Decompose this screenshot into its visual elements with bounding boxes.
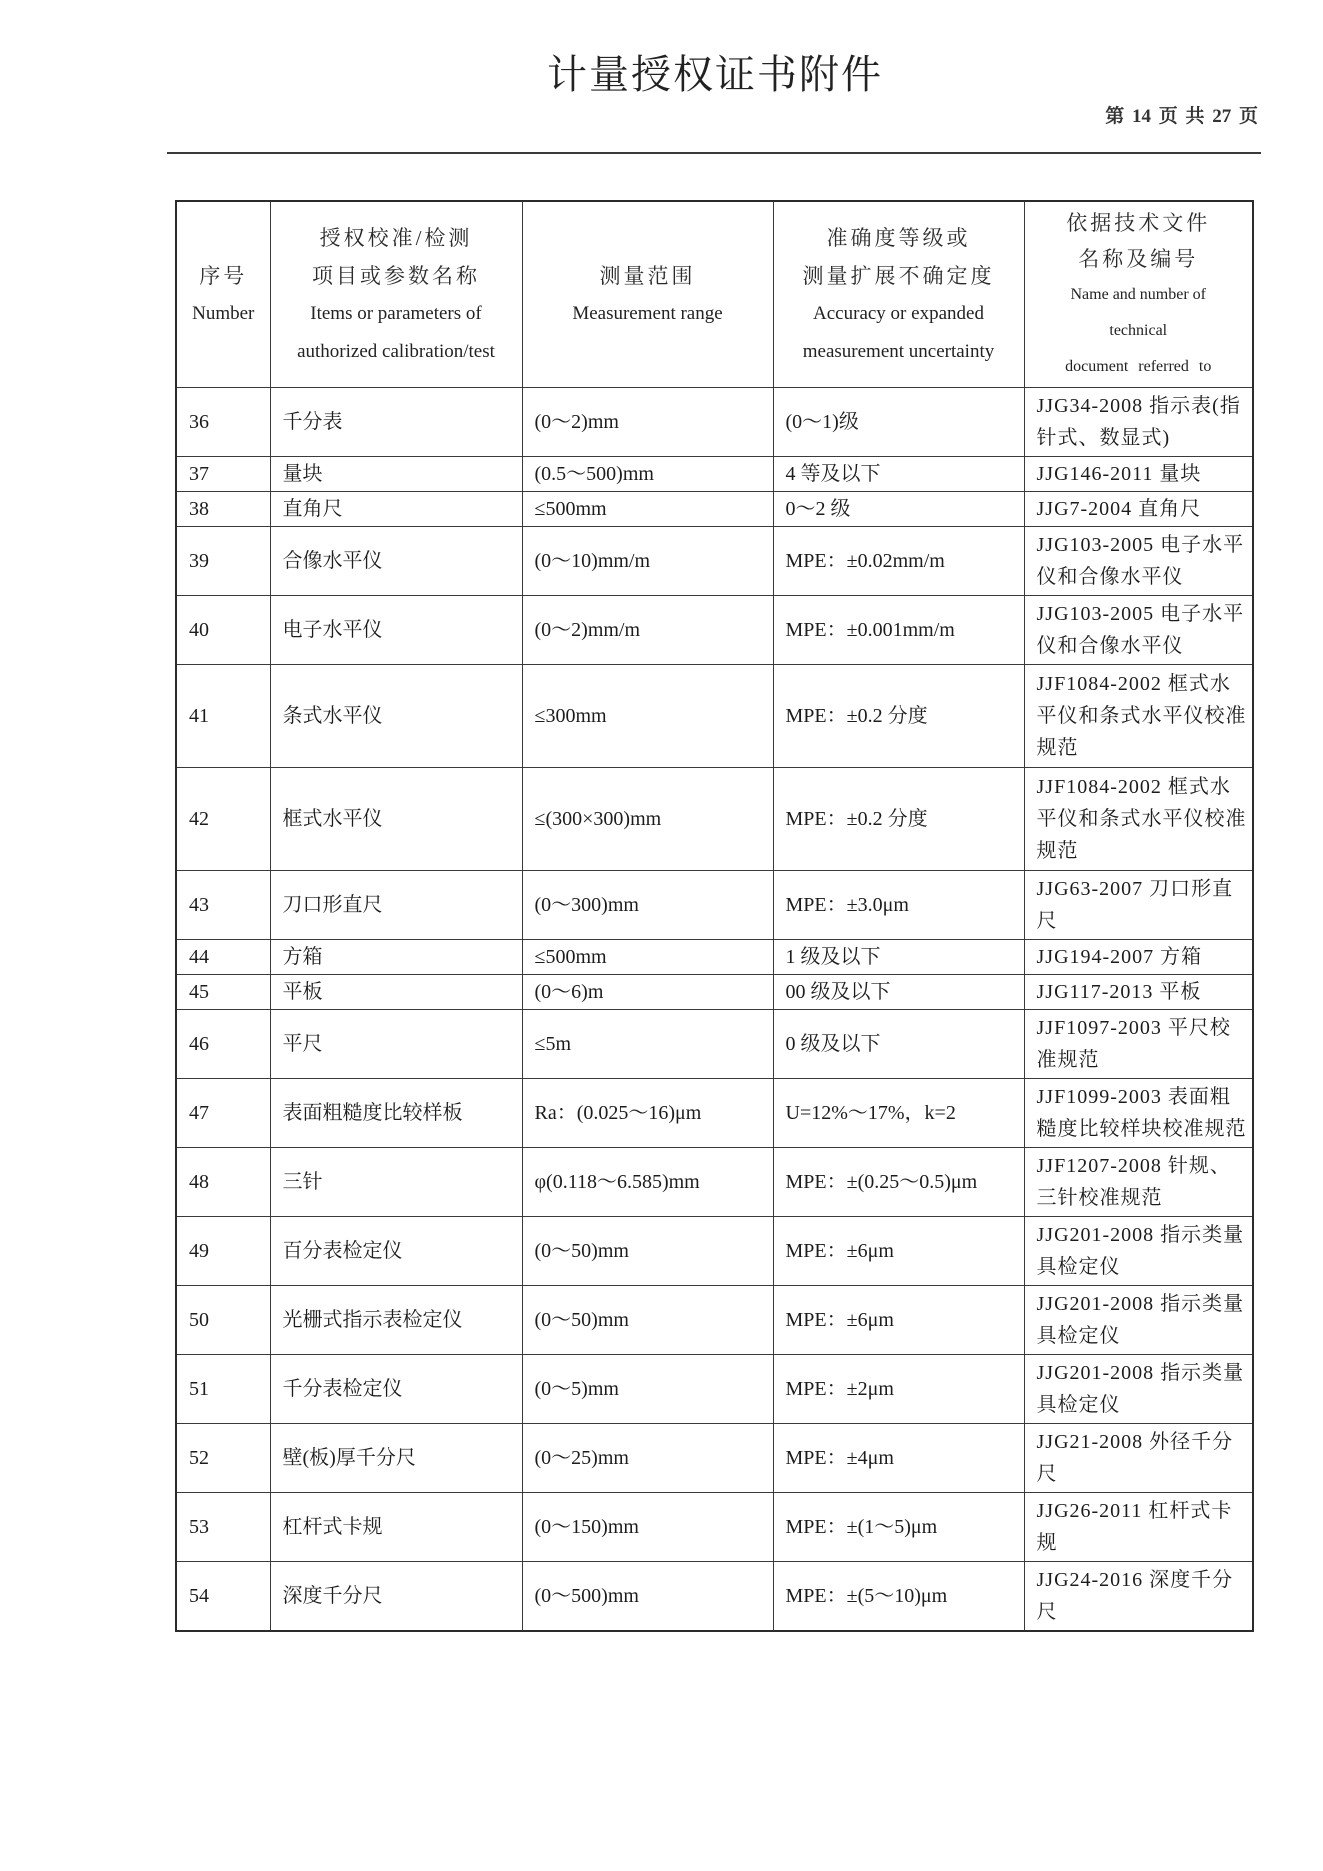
reference-document-cell: JJG201-2008 指示类量具检定仪 [1024,1217,1253,1286]
header-accuracy-zh-line2: 测量扩展不确定度 [802,263,995,288]
row-number-cell: 50 [176,1286,270,1355]
header-document [1024,201,1253,388]
header-accuracy-en-line1: Accuracy or expanded [813,302,984,324]
accuracy-cell: 0～2 级 [773,492,1024,527]
table-row [176,940,1253,975]
header-number-zh: 序号 [199,263,248,288]
header-item-en-line1: Items or parameters of [310,302,482,324]
table-row [176,388,1253,457]
header-document-zh-line2: 名称及编号 [1078,246,1199,271]
measurement-range-cell: φ(0.118～6.585)mm [522,1148,773,1217]
item-name-cell: 直角尺 [270,492,522,527]
page-title: 计量授权证书附件 [547,52,883,97]
accuracy-cell: MPE：±(1～5)μm [773,1493,1024,1562]
table-body [176,388,1253,1631]
accuracy-cell: MPE：±3.0μm [773,871,1024,940]
accuracy-cell: MPE：±0.2 分度 [773,665,1024,768]
measurement-range-cell: (0～2)mm/m [522,596,773,665]
measurement-range-cell: (0～50)mm [522,1217,773,1286]
header-range [522,201,773,388]
row-number-cell: 39 [176,527,270,596]
measurement-range-cell: ≤500mm [522,940,773,975]
reference-document-cell: JJF1084-2002 框式水平仪和条式水平仪校准规范 [1024,768,1253,871]
item-name-cell: 量块 [270,457,522,492]
header-range-en: Measurement range [572,302,723,324]
measurement-range-cell: (0～6)m [522,975,773,1010]
item-name-cell: 千分表检定仪 [270,1355,522,1424]
page-number: 第 14 页 共 27 页 [1105,106,1258,127]
table-row [176,1010,1253,1079]
row-number-cell: 49 [176,1217,270,1286]
reference-document-cell: JJF1097-2003 平尺校准规范 [1024,1010,1253,1079]
measurement-range-cell: ≤300mm [522,665,773,768]
row-number-cell: 52 [176,1424,270,1493]
item-name-cell: 三针 [270,1148,522,1217]
measurement-range-cell: ≤500mm [522,492,773,527]
item-name-cell: 杠杆式卡规 [270,1493,522,1562]
header-number [176,201,270,388]
table-row [176,665,1253,768]
accuracy-cell: MPE：±6μm [773,1286,1024,1355]
item-name-cell: 深度千分尺 [270,1562,522,1631]
table-row [176,1493,1253,1562]
reference-document-cell: JJG201-2008 指示类量具检定仪 [1024,1286,1253,1355]
item-name-cell: 方箱 [270,940,522,975]
item-name-cell: 电子水平仪 [270,596,522,665]
row-number-cell: 44 [176,940,270,975]
measurement-range-cell: (0～50)mm [522,1286,773,1355]
measurement-range-cell: (0～500)mm [522,1562,773,1631]
row-number-cell: 38 [176,492,270,527]
table-row [176,1355,1253,1424]
accuracy-cell: MPE：±4μm [773,1424,1024,1493]
header-item-zh-line2: 项目或参数名称 [312,263,480,288]
table-row [176,1562,1253,1631]
table-row [176,1148,1253,1217]
header-item-en-line2: authorized calibration/test [297,340,495,362]
row-number-cell: 47 [176,1079,270,1148]
accuracy-cell: MPE：±0.001mm/m [773,596,1024,665]
authorization-items-table [175,200,1254,1632]
reference-document-cell: JJF1099-2003 表面粗糙度比较样块校准规范 [1024,1079,1253,1148]
reference-document-cell: JJG26-2011 杠杆式卡规 [1024,1493,1253,1562]
row-number-cell: 51 [176,1355,270,1424]
row-number-cell: 37 [176,457,270,492]
measurement-range-cell: ≤5m [522,1010,773,1079]
measurement-range-cell: (0.5～500)mm [522,457,773,492]
item-name-cell: 壁(板)厚千分尺 [270,1424,522,1493]
item-name-cell: 条式水平仪 [270,665,522,768]
reference-document-cell: JJG24-2016 深度千分尺 [1024,1562,1253,1631]
header-document-en-line1: Name and number of [1070,285,1206,303]
table-row [176,527,1253,596]
header-range-zh: 测量范围 [599,263,696,288]
item-name-cell: 表面粗糙度比较样板 [270,1079,522,1148]
table-row [176,1286,1253,1355]
item-name-cell: 刀口形直尺 [270,871,522,940]
accuracy-cell: MPE：±0.02mm/m [773,527,1024,596]
table-row [176,1424,1253,1493]
table-header-row [176,201,1253,388]
table-row [176,768,1253,871]
table-row [176,975,1253,1010]
reference-document-cell: JJG194-2007 方箱 [1024,940,1253,975]
table-row [176,492,1253,527]
accuracy-cell: MPE：±2μm [773,1355,1024,1424]
reference-document-cell: JJG117-2013 平板 [1024,975,1253,1010]
accuracy-cell: (0～1)级 [773,388,1024,457]
reference-document-cell: JJG103-2005 电子水平仪和合像水平仪 [1024,596,1253,665]
measurement-range-cell: Ra：(0.025～16)μm [522,1079,773,1148]
measurement-range-cell: (0～25)mm [522,1424,773,1493]
accuracy-cell: 0 级及以下 [773,1010,1024,1079]
reference-document-cell: JJG63-2007 刀口形直尺 [1024,871,1253,940]
row-number-cell: 53 [176,1493,270,1562]
accuracy-cell: U=12%～17%，k=2 [773,1079,1024,1148]
reference-document-cell: JJF1207-2008 针规、三针校准规范 [1024,1148,1253,1217]
accuracy-cell: MPE：±(0.25～0.5)μm [773,1148,1024,1217]
row-number-cell: 46 [176,1010,270,1079]
item-name-cell: 平板 [270,975,522,1010]
item-name-cell: 百分表检定仪 [270,1217,522,1286]
item-name-cell: 千分表 [270,388,522,457]
accuracy-cell: 1 级及以下 [773,940,1024,975]
reference-document-cell: JJG21-2008 外径千分尺 [1024,1424,1253,1493]
header-item-zh-line1: 授权校准/检测 [319,225,473,250]
header-document-en-line2: technical [1109,321,1168,339]
table-row [176,1217,1253,1286]
row-number-cell: 45 [176,975,270,1010]
table-row [176,596,1253,665]
row-number-cell: 48 [176,1148,270,1217]
header-rule [167,152,1261,154]
reference-document-cell: JJG34-2008 指示表(指针式、数显式) [1024,388,1253,457]
row-number-cell: 41 [176,665,270,768]
reference-document-cell: JJG103-2005 电子水平仪和合像水平仪 [1024,527,1253,596]
accuracy-cell: 00 级及以下 [773,975,1024,1010]
measurement-range-cell: (0～10)mm/m [522,527,773,596]
table-row [176,1079,1253,1148]
row-number-cell: 36 [176,388,270,457]
accuracy-cell: 4 等及以下 [773,457,1024,492]
reference-document-cell: JJG7-2004 直角尺 [1024,492,1253,527]
row-number-cell: 43 [176,871,270,940]
header-number-en: Number [192,302,255,324]
measurement-range-cell: ≤(300×300)mm [522,768,773,871]
accuracy-cell: MPE：±(5～10)μm [773,1562,1024,1631]
header-accuracy-zh-line1: 准确度等级或 [826,225,971,250]
row-number-cell: 40 [176,596,270,665]
measurement-range-cell: (0～5)mm [522,1355,773,1424]
item-name-cell: 平尺 [270,1010,522,1079]
header-accuracy [773,201,1024,388]
accuracy-cell: MPE：±0.2 分度 [773,768,1024,871]
item-name-cell: 框式水平仪 [270,768,522,871]
row-number-cell: 42 [176,768,270,871]
header-item [270,201,522,388]
header-document-zh-line1: 依据技术文件 [1066,210,1211,235]
item-name-cell: 光栅式指示表检定仪 [270,1286,522,1355]
row-number-cell: 54 [176,1562,270,1631]
measurement-range-cell: (0～2)mm [522,388,773,457]
reference-document-cell: JJG201-2008 指示类量具检定仪 [1024,1355,1253,1424]
header-accuracy-en-line2: measurement uncertainty [802,340,995,362]
measurement-range-cell: (0～300)mm [522,871,773,940]
table-row [176,871,1253,940]
header-document-en-line3: document referred to [1065,357,1212,375]
reference-document-cell: JJF1084-2002 框式水平仪和条式水平仪校准规范 [1024,665,1253,768]
table-row [176,457,1253,492]
accuracy-cell: MPE：±6μm [773,1217,1024,1286]
item-name-cell: 合像水平仪 [270,527,522,596]
measurement-range-cell: (0～150)mm [522,1493,773,1562]
reference-document-cell: JJG146-2011 量块 [1024,457,1253,492]
